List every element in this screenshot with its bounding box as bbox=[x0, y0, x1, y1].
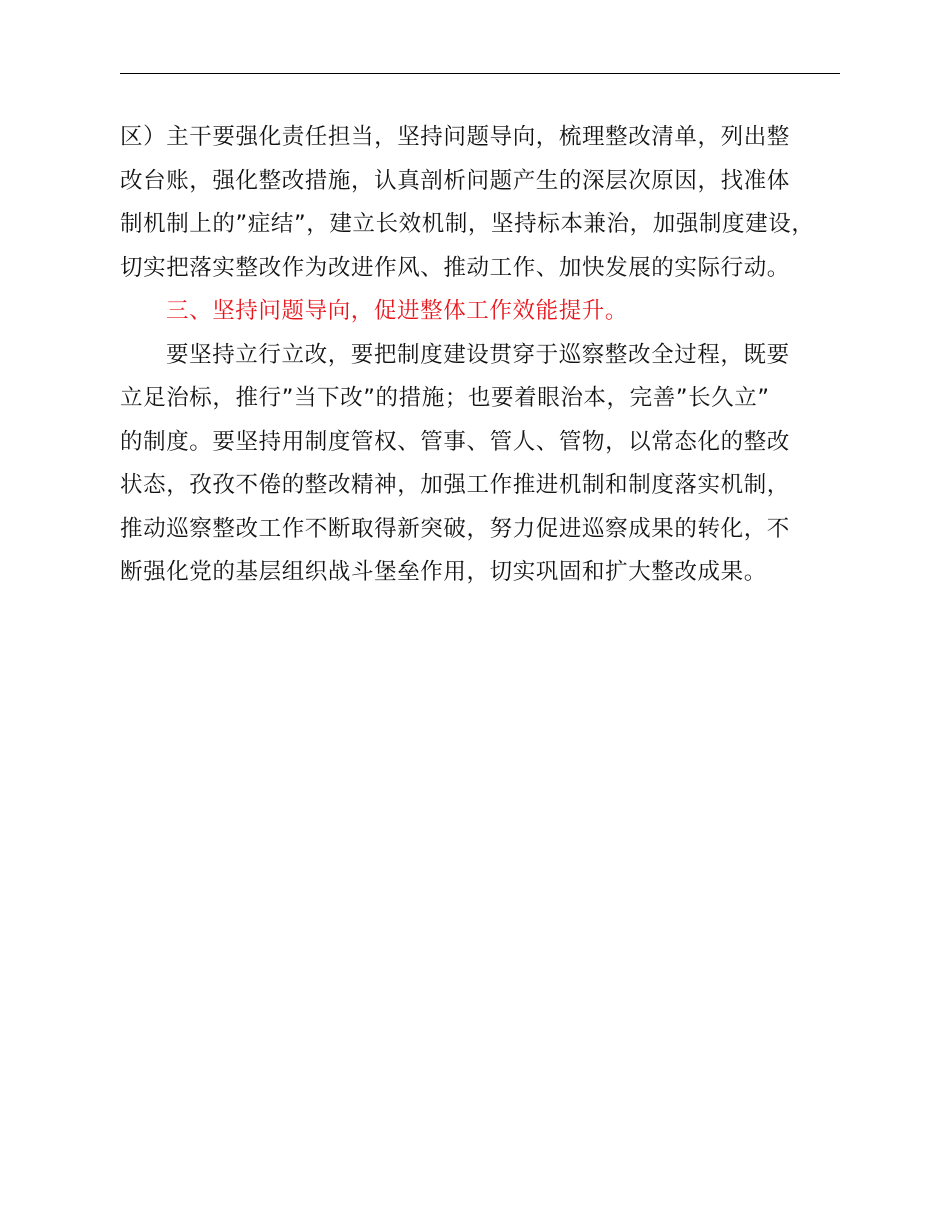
section-heading: 三、坚持问题导向，促进整体工作效能提升。 bbox=[166, 298, 629, 324]
text-line: 切实把落实整改作为改进作风、推动工作、加快发展的实际行动。 bbox=[120, 254, 790, 281]
document-body bbox=[120, 116, 860, 595]
text-line: 的制度。要坚持用制度管权、管事、管人、管物，以常态化的整改 bbox=[120, 428, 790, 455]
paragraph bbox=[120, 334, 860, 595]
text-line: 要坚持立行立改，要把制度建设贯穿于巡察整改全过程，既要 bbox=[166, 341, 790, 368]
text-line: 立足治标，推行”当下改”的措施；也要着眼治本，完善”长久立” bbox=[120, 385, 770, 411]
text-line: 制机制上的”症结”，建立长效机制，坚持标本兼治，加强制度建设， bbox=[120, 211, 815, 237]
paragraph-continued bbox=[120, 116, 860, 290]
text-line: 断强化党的基层组织战斗堡垒作用，切实巩固和扩大整改成果。 bbox=[120, 559, 767, 585]
text-line: 状态，孜孜不倦的整改精神，加强工作推进机制和制度落实机制， bbox=[120, 472, 790, 498]
text-line: 区）主干要强化责任担当，坚持问题导向，梳理整改清单，列出整 bbox=[120, 124, 790, 150]
text-line: 改台账，强化整改措施，认真剖析问题产生的深层次原因，找准体 bbox=[120, 167, 790, 194]
text-line: 推动巡察整改工作不断取得新突破，努力促进巡察成果的转化，不 bbox=[120, 515, 790, 542]
header-rule bbox=[120, 73, 840, 74]
